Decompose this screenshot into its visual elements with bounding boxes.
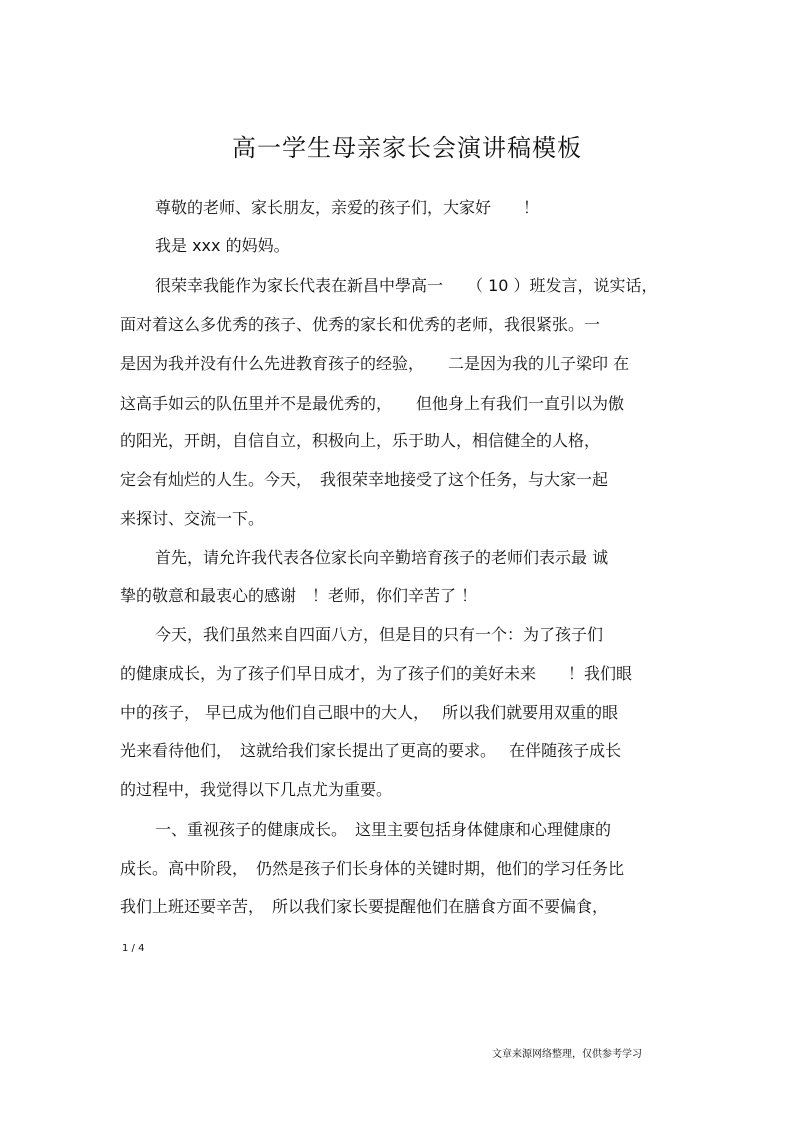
footer-note: 文章来源网络整理，仅供参考学习 [492,1049,642,1060]
text-line: 光来看待他们， 这就给我们家长提出了更高的要求。 在伴随孩子成长 [120,741,622,760]
text-line: 挚的敬意和最衷心的感谢 ！老师，你们辛苦了 ！ [120,586,478,605]
text-line: 来探讨、交流一下。 [120,509,265,528]
text-line: 面对着这么多优秀的孩子、优秀的家长和优秀的老师，我很紧张。一 [120,315,601,334]
text-line: 今天，我们虽然来自四面八方，但是目的只有一个：为了孩子们 [155,625,604,644]
document-title: 高一学生母亲家长会演讲稿模板 [232,134,582,162]
text-line: 的健康成长，为了孩子们早日成才，为了孩子们的美好未来 ！我们眼 [120,664,633,683]
text-line: 的阳光，开朗，自信自立，积极向上，乐于助人，相信健全的人格， [120,431,601,450]
text-line: 这高手如云的队伍里并不是最优秀的， 但他身上有我们一直引以为傲 [120,394,625,413]
text-line: 一、重视孩子的健康成长。 这里主要包括身体健康和心理健康的 [155,820,612,839]
text-line: 的过程中，我觉得以下几点尤为重要。 [120,780,393,799]
text-line: 成长。高中阶段， 仍然是孩子们长身体的关键时期，他们的学习任务比 [120,859,625,878]
text-line: 中的孩子， 早已成为他们自己眼中的大人， 所以我们就要用双重的眼 [120,703,619,722]
text-line: 尊敬的老师、家长朋友，亲爱的孩子们，大家好 ！ [155,198,540,217]
text-line: 是因为我并没有什么先进教育孩子的经验， 二是因为我的儿子梁印 在 [120,354,630,373]
text-line: 我是 xxx 的妈妈。 [155,236,290,255]
text-line: 定会有灿烂的人生。今天， 我很荣幸地接受了这个任务，与大家一起 [120,470,609,489]
text-line: 首先，请允许我代表各位家长向辛勤培育孩子的老师们表示最 诚 [155,548,609,567]
text-line: 很荣幸我能作为家长代表在新昌中學高一 （ 10 ）班发言，说实话， [155,276,658,295]
page-number: 1 / 4 [122,943,145,954]
text-line: 我们上班还要辛苦， 所以我们家长要提醒他们在膳食方面不要偏食， [120,897,609,916]
